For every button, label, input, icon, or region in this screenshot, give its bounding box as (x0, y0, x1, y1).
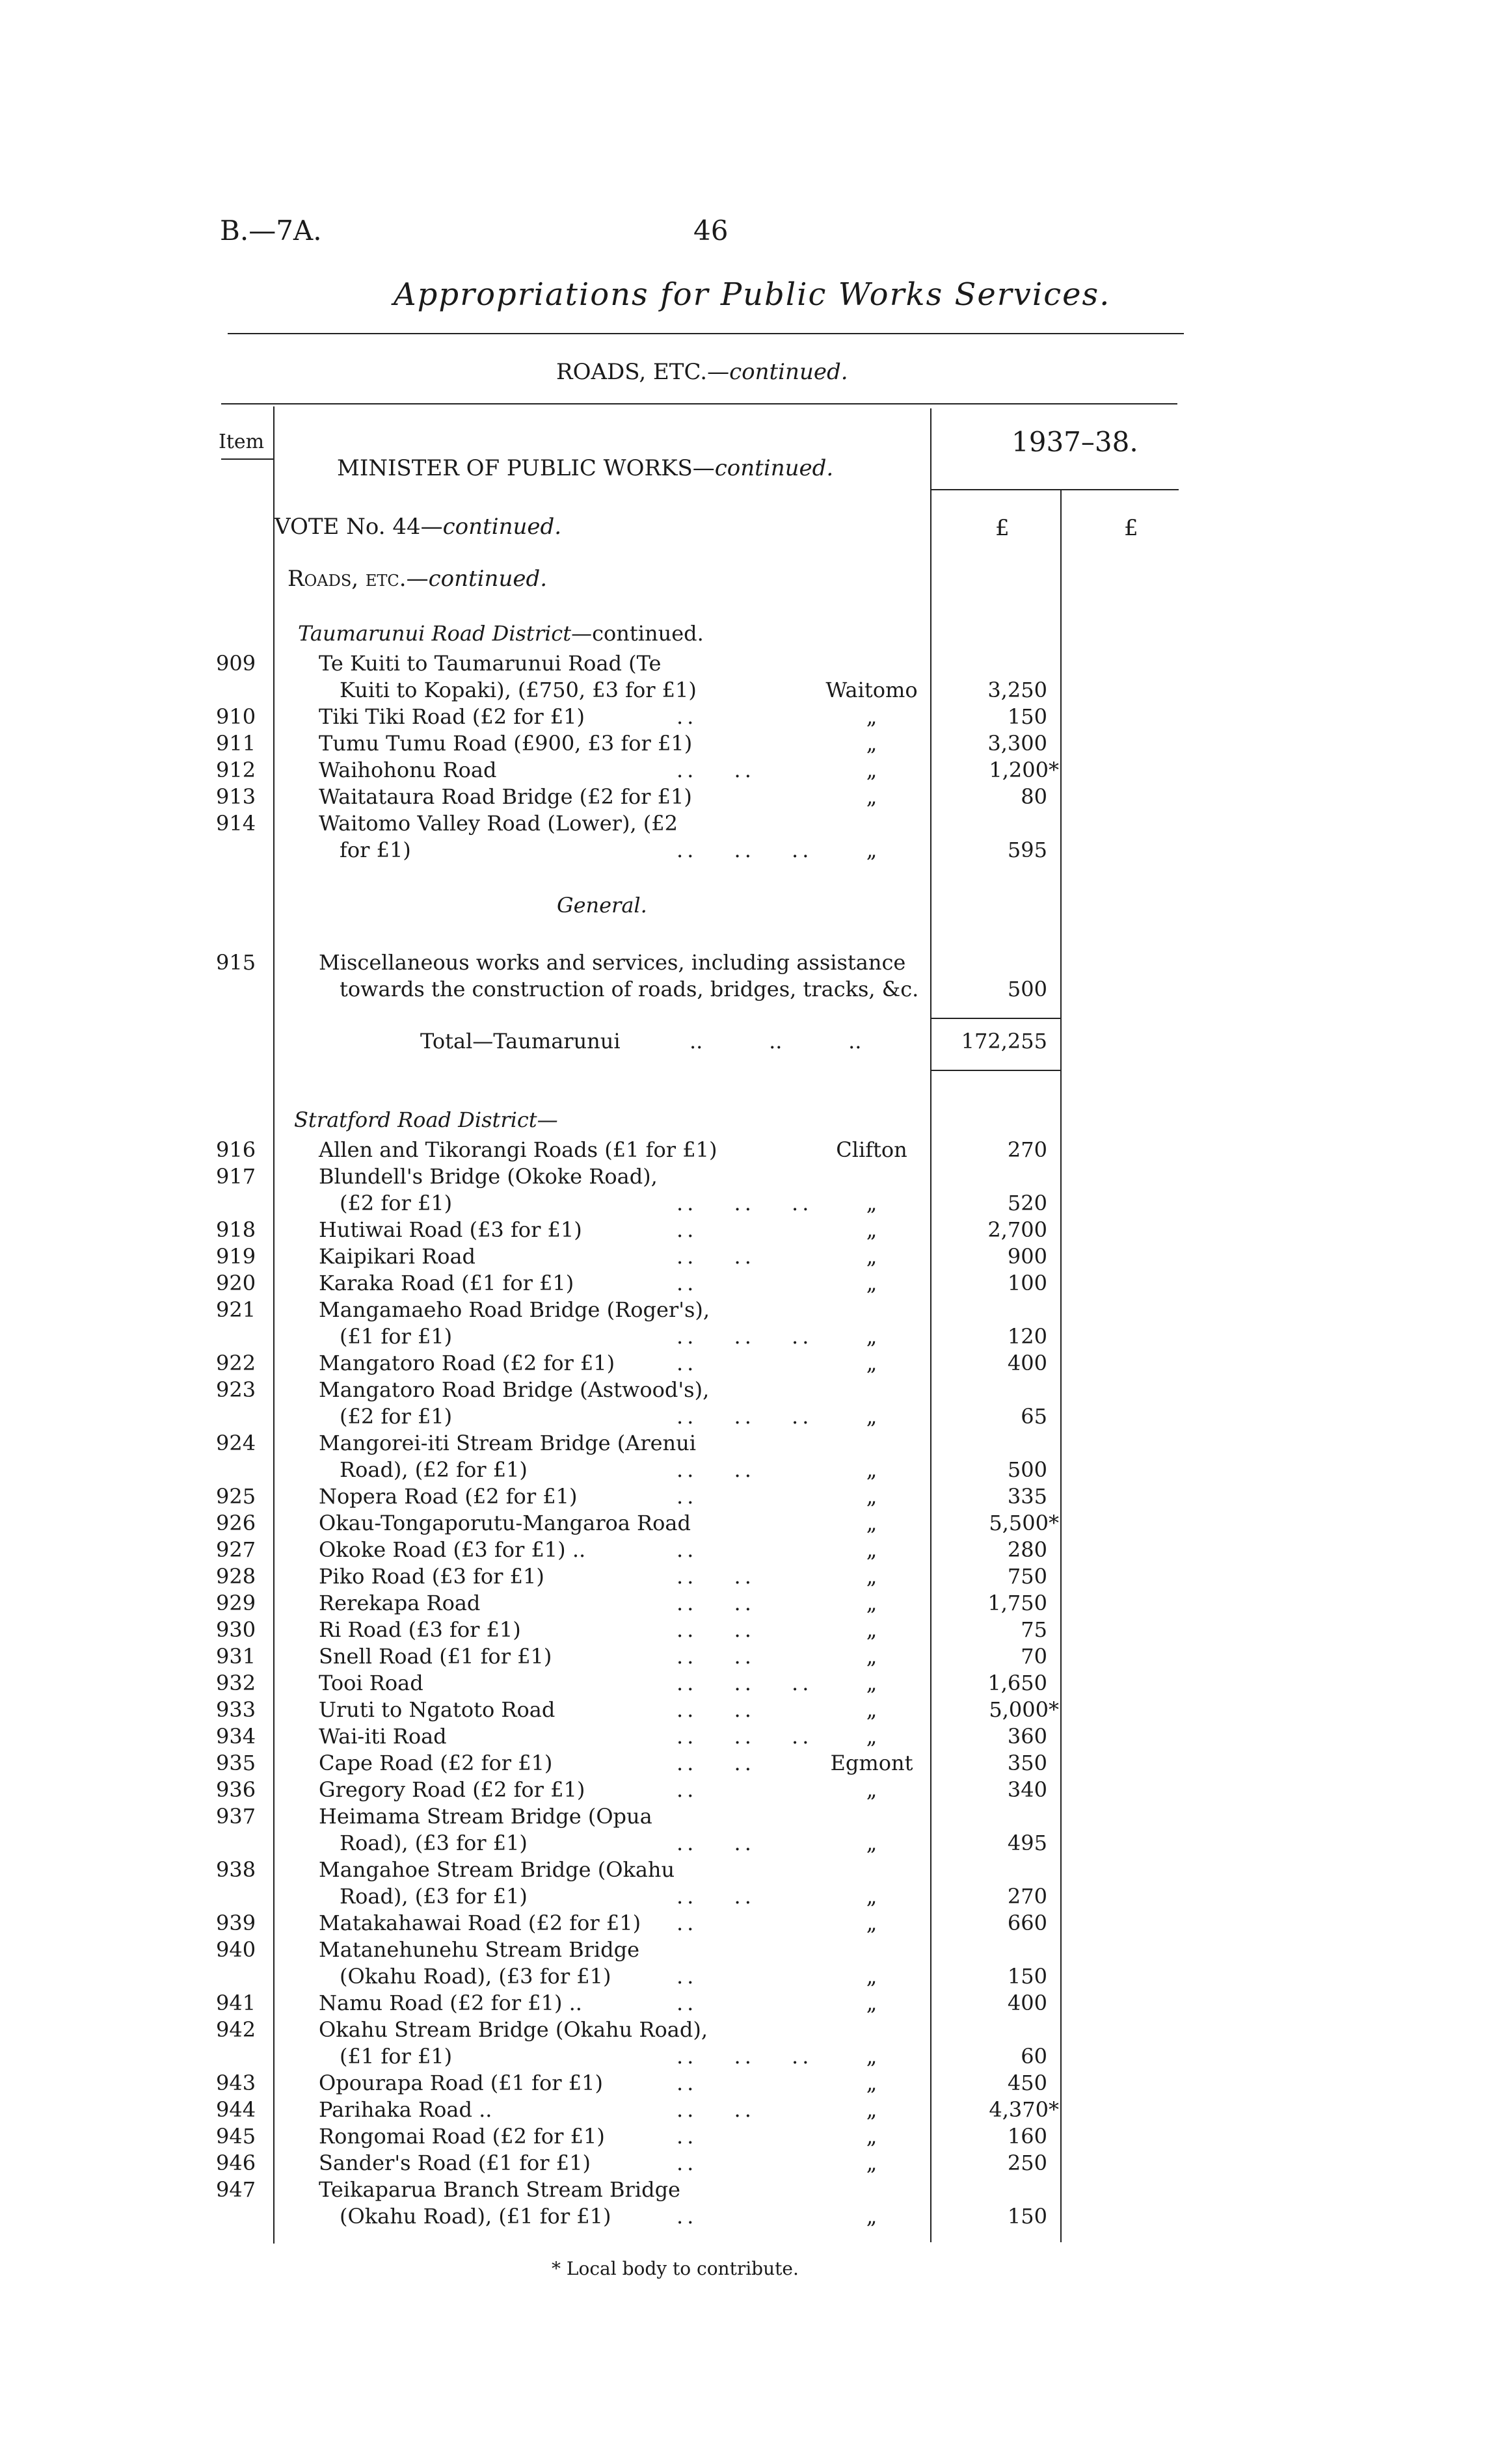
item-description: Waitataura Road Bridge (£2 for £1) (319, 784, 692, 809)
item-description: Kaipikari Road (319, 1244, 476, 1269)
item-description: Teikaparua Branch Stream Bridge (319, 2177, 680, 2202)
leader-dots: .. .. .. (677, 838, 813, 862)
table-row-continuation (0, 2203, 1487, 2230)
district-name: „ (866, 731, 877, 756)
item-number: 942 (216, 2017, 256, 2042)
page-number: 46 (693, 215, 729, 246)
table-row-continuation (0, 976, 1487, 1003)
amount-value: 750 (1007, 1564, 1047, 1589)
item-description: (£2 for £1) (340, 1191, 453, 1215)
amount-value: 65 (1021, 1404, 1047, 1429)
district-name: „ (866, 1911, 877, 1935)
vote-heading: VOTE No. 44—continued. (275, 514, 562, 540)
item-description: Piko Road (£3 for £1) (319, 1564, 544, 1589)
amount-value: 1,200* (989, 758, 1059, 782)
item-description: Nopera Road (£2 for £1) (319, 1484, 578, 1509)
item-number: 912 (216, 758, 256, 782)
item-description: Allen and Tikorangi Roads (£1 for £1) (319, 1137, 717, 1162)
item-number: 935 (216, 1751, 256, 1775)
item-description: Tiki Tiki Road (£2 for £1) (319, 704, 585, 729)
item-description: towards the construction of roads, bridges, tracks, &c. (340, 977, 919, 1001)
table-row (0, 2017, 1487, 2043)
district-name: „ (866, 1831, 877, 1855)
district-name: „ (866, 758, 877, 782)
district-name: „ (866, 838, 877, 862)
amount-value: 250 (1007, 2151, 1047, 2175)
amount-value: 3,300 (987, 731, 1047, 756)
district-name: „ (866, 2124, 877, 2149)
table-row (0, 1617, 1487, 1643)
item-description: (Okahu Road), (£3 for £1) (340, 1964, 611, 1989)
leader-dots: .. (677, 1964, 698, 1989)
leader-dots: .. .. (677, 1244, 755, 1269)
leader-dots: .. .. (677, 1884, 755, 1909)
table-row (0, 1510, 1487, 1537)
leader-dots: .. .. .. (677, 1191, 813, 1215)
district-name: „ (866, 1884, 877, 1909)
leader-dots: .. .. (677, 1831, 755, 1855)
item-number: 947 (216, 2177, 256, 2202)
district-name: „ (866, 1191, 877, 1215)
leader-dots: .. (677, 1991, 698, 2015)
item-number: 910 (216, 704, 256, 729)
district-name: „ (866, 1964, 877, 1989)
item-number: 909 (216, 651, 256, 676)
district-name: „ (866, 1591, 877, 1615)
amount-value: 60 (1021, 2044, 1047, 2069)
item-number: 940 (216, 1937, 256, 1962)
item-description: (£1 for £1) (340, 2044, 453, 2069)
leader-dots: .. .. (677, 1564, 755, 1589)
district-name: „ (866, 1351, 877, 1375)
table-row-continuation (0, 837, 1487, 864)
amount-value: 75 (1021, 1617, 1047, 1642)
district-name: „ (866, 704, 877, 729)
amount-value: 1,750 (987, 1591, 1047, 1615)
item-description: for £1) (340, 838, 411, 862)
district-name: „ (866, 1564, 877, 1589)
amount-value: 150 (1007, 2204, 1047, 2229)
amount-value: 270 (1007, 1884, 1047, 1909)
table-row (0, 1910, 1487, 1937)
item-description: Mangatoro Road (£2 for £1) (319, 1351, 615, 1375)
item-description: Gregory Road (£2 for £1) (319, 1777, 585, 1802)
item-number: 945 (216, 2124, 256, 2149)
district-name: Waitomo (825, 678, 918, 702)
amount-value: 270 (1007, 1137, 1047, 1162)
table-row (0, 2097, 1487, 2123)
item-description: (£2 for £1) (340, 1404, 453, 1429)
amount-value: 900 (1007, 1244, 1047, 1269)
leader-dots: .. .. .. (677, 1404, 813, 1429)
district-name: „ (866, 1777, 877, 1802)
table-row (0, 1777, 1487, 1803)
amount-value: 5,500* (989, 1511, 1059, 1535)
district-name: „ (866, 2044, 877, 2069)
item-number: 931 (216, 1644, 256, 1669)
item-number: 933 (216, 1697, 256, 1722)
leader-dots: .. .. (677, 1751, 755, 1775)
district-name: „ (866, 1671, 877, 1695)
amount-value: 500 (1007, 1457, 1047, 1482)
table-row (0, 784, 1487, 810)
item-description: Tooi Road (319, 1671, 423, 1695)
table-row (0, 1723, 1487, 1750)
item-description: Rongomai Road (£2 for £1) (319, 2124, 605, 2149)
table-row (0, 1803, 1487, 1830)
footnote: * Local body to contribute. (552, 2258, 799, 2279)
table-row (0, 1643, 1487, 1670)
table-row (0, 1857, 1487, 1883)
amount-value: 100 (1007, 1271, 1047, 1295)
district-name: „ (866, 1324, 877, 1349)
item-number: 943 (216, 2071, 256, 2095)
item-description: Hutiwai Road (£3 for £1) (319, 1217, 582, 1242)
item-description: Mangorei-iti Stream Bridge (Arenui (319, 1431, 696, 1455)
table-row (0, 2150, 1487, 2177)
item-number: 920 (216, 1271, 256, 1295)
item-description: (£1 for £1) (340, 1324, 453, 1349)
amount-value: 80 (1021, 784, 1047, 809)
total-amount: 172,255 (961, 1029, 1047, 1053)
title-rule (228, 333, 1184, 334)
leader-dots: .. (677, 1484, 698, 1509)
leader-dots: .. .. (677, 1591, 755, 1615)
item-number: 944 (216, 2097, 256, 2122)
item-description: Rerekapa Road (319, 1591, 481, 1615)
item-number: 925 (216, 1484, 256, 1509)
item-description: (Okahu Road), (£1 for £1) (340, 2204, 611, 2229)
table-row (0, 1163, 1487, 1190)
item-description: Road), (£3 for £1) (340, 1884, 528, 1909)
amount-value: 120 (1007, 1324, 1047, 1349)
item-description: Cape Road (£2 for £1) (319, 1751, 553, 1775)
district-name: Clifton (836, 1137, 907, 1162)
leader-dots: .. .. (677, 758, 755, 782)
amount-value: 150 (1007, 704, 1047, 729)
item-description: Road), (£3 for £1) (340, 1831, 528, 1855)
table-row (0, 949, 1487, 976)
table-row (0, 1350, 1487, 1377)
district-name: „ (866, 1644, 877, 1669)
district-name: „ (866, 1271, 877, 1295)
item-number: 916 (216, 1137, 256, 1162)
amount-value: 495 (1007, 1831, 1047, 1855)
item-description: Matakahawai Road (£2 for £1) (319, 1911, 641, 1935)
amount-value: 450 (1007, 2071, 1047, 2095)
roads-heading: Roads, etc.—continued. (288, 566, 548, 592)
item-number: 941 (216, 1991, 256, 2015)
item-description: Heimama Stream Bridge (Opua (319, 1804, 652, 1829)
leader-dots: .. (677, 2071, 698, 2095)
item-description: Mangahoe Stream Bridge (Okahu (319, 1857, 675, 1882)
district-name: „ (866, 2151, 877, 2175)
item-number: 934 (216, 1724, 256, 1749)
leader-dots: .. .. .. (677, 2044, 813, 2069)
table-row-continuation (0, 1323, 1487, 1350)
leader-dots: .. (677, 2124, 698, 2149)
district-name: „ (866, 1697, 877, 1722)
leader-dots: .. (677, 2204, 698, 2229)
table-row (0, 1297, 1487, 1323)
table-row (0, 1937, 1487, 1963)
amount-value: 1,650 (987, 1671, 1047, 1695)
table-row (0, 1697, 1487, 1723)
table-row (0, 1270, 1487, 1297)
amount-value: 595 (1007, 838, 1047, 862)
table-row (0, 757, 1487, 784)
table-row (0, 1483, 1487, 1510)
taumarunui-heading: Taumarunui Road District—continued. (298, 621, 704, 646)
district-name: „ (866, 1991, 877, 2015)
district-name: „ (866, 1244, 877, 1269)
year-header: 1937–38. (1011, 426, 1138, 458)
table-row (0, 704, 1487, 730)
item-number: 911 (216, 731, 256, 756)
leader-dots: .. .. (677, 1617, 755, 1642)
item-number: 936 (216, 1777, 256, 1802)
amount-value: 335 (1007, 1484, 1047, 1509)
minister-heading: MINISTER OF PUBLIC WORKS—continued. (337, 455, 834, 481)
table-row-continuation (0, 1190, 1487, 1217)
item-number: 932 (216, 1671, 256, 1695)
amount-value: 70 (1021, 1644, 1047, 1669)
leader-dots: .. (677, 2151, 698, 2175)
leader-dots: .. (677, 704, 698, 729)
amount-value: 360 (1007, 1724, 1047, 1749)
item-number: 927 (216, 1537, 256, 1562)
district-name: „ (866, 1724, 877, 1749)
amount-value: 660 (1007, 1911, 1047, 1935)
item-description: Ri Road (£3 for £1) (319, 1617, 521, 1642)
table-row-continuation (0, 1403, 1487, 1430)
table-row (0, 1377, 1487, 1403)
page-title: Appropriations for Public Works Services. (394, 276, 1111, 313)
item-number: 919 (216, 1244, 256, 1269)
table-row (0, 1590, 1487, 1617)
item-description: Uruti to Ngatoto Road (319, 1697, 556, 1722)
district-name: „ (866, 2071, 877, 2095)
table-row (0, 1243, 1487, 1270)
item-number: 930 (216, 1617, 256, 1642)
table-row-continuation (0, 1830, 1487, 1857)
district-name: „ (866, 1537, 877, 1562)
total-dots: .. .. .. (690, 1029, 862, 1053)
table-row-continuation (0, 1457, 1487, 1483)
leader-dots: .. .. .. (677, 1671, 813, 1695)
table-row-continuation (0, 2043, 1487, 2070)
item-description: Mangamaeho Road Bridge (Roger's), (319, 1297, 710, 1322)
item-description: Parihaka Road .. (319, 2097, 492, 2122)
year-rule (931, 489, 1179, 490)
amount-value: 4,370* (989, 2097, 1059, 2122)
item-description: Tumu Tumu Road (£900, £3 for £1) (319, 731, 693, 756)
district-name: „ (866, 1617, 877, 1642)
item-number: 937 (216, 1804, 256, 1829)
table-row (0, 2177, 1487, 2203)
table-row-continuation (0, 1963, 1487, 1990)
table-row (0, 1990, 1487, 2017)
item-number: 917 (216, 1164, 256, 1189)
table-row (0, 730, 1487, 757)
item-description: Okahu Stream Bridge (Okahu Road), (319, 2017, 708, 2042)
item-number: 946 (216, 2151, 256, 2175)
item-number: 922 (216, 1351, 256, 1375)
item-number: 924 (216, 1431, 256, 1455)
item-description: Road), (£2 for £1) (340, 1457, 528, 1482)
leader-dots: .. .. (677, 2097, 755, 2122)
leader-dots: .. (677, 1777, 698, 1802)
district-name: „ (866, 1404, 877, 1429)
district-name: „ (866, 2097, 877, 2122)
table-row (0, 2123, 1487, 2150)
amount-value: 2,700 (987, 1217, 1047, 1242)
table-row (0, 1430, 1487, 1457)
amount-value: 3,250 (987, 678, 1047, 702)
item-description: Sander's Road (£1 for £1) (319, 2151, 591, 2175)
total-rule-bottom (931, 1070, 1060, 1071)
table-row (0, 1670, 1487, 1697)
table-row (0, 1563, 1487, 1590)
pound-sign-1: £ (995, 515, 1010, 541)
district-name: „ (866, 2204, 877, 2229)
item-description: Opourapa Road (£1 for £1) (319, 2071, 603, 2095)
item-number: 926 (216, 1511, 256, 1535)
leader-dots: .. (677, 1351, 698, 1375)
amount-value: 400 (1007, 1991, 1047, 2015)
item-header-rule (221, 458, 273, 460)
amount-value: 400 (1007, 1351, 1047, 1375)
total-rule-top (931, 1018, 1060, 1019)
table-row (0, 650, 1487, 677)
total-label: Total—Taumarunui (420, 1029, 621, 1053)
table-row (0, 2070, 1487, 2097)
item-number: 939 (216, 1911, 256, 1935)
district-name: Egmont (830, 1751, 913, 1775)
item-description: Snell Road (£1 for £1) (319, 1644, 552, 1669)
leader-dots: .. (677, 1217, 698, 1242)
amount-value: 340 (1007, 1777, 1047, 1802)
leader-dots: .. .. .. (677, 1724, 813, 1749)
leader-dots: .. .. (677, 1457, 755, 1482)
table-row (0, 810, 1487, 837)
item-description: Kuiti to Kopaki), (£750, £3 for £1) (340, 678, 697, 702)
item-number: 938 (216, 1857, 256, 1882)
table-row-continuation (0, 677, 1487, 704)
district-name: „ (866, 1457, 877, 1482)
amount-value: 500 (1007, 977, 1047, 1001)
item-description: Okoke Road (£3 for £1) .. (319, 1537, 586, 1562)
table-row-continuation (0, 1883, 1487, 1910)
section-subtitle: ROADS, ETC.—continued. (556, 359, 848, 385)
item-number: 928 (216, 1564, 256, 1589)
stratford-heading: Stratford Road District— (294, 1107, 558, 1132)
district-name: „ (866, 1217, 877, 1242)
district-name: „ (866, 1511, 877, 1535)
item-description: Miscellaneous works and services, including assistance (319, 950, 906, 975)
subtitle-rule (221, 403, 1177, 404)
leader-dots: .. (677, 1271, 698, 1295)
amount-value: 5,000* (989, 1697, 1059, 1722)
item-description: Waihohonu Road (319, 758, 497, 782)
amount-value: 280 (1007, 1537, 1047, 1562)
item-number: 914 (216, 811, 256, 836)
table-row (0, 1537, 1487, 1563)
item-description: Waitomo Valley Road (Lower), (£2 (319, 811, 678, 836)
item-description: Matanehunehu Stream Bridge (319, 1937, 640, 1962)
item-number: 915 (216, 950, 256, 975)
leader-dots: .. .. (677, 1697, 755, 1722)
table-row (0, 1217, 1487, 1243)
item-column-header: Item (219, 431, 265, 453)
district-name: „ (866, 784, 877, 809)
report-code: B.—7A. (220, 215, 322, 246)
leader-dots: .. (677, 1537, 698, 1562)
leader-dots: .. .. .. (677, 1324, 813, 1349)
amount-value: 160 (1007, 2124, 1047, 2149)
item-number: 918 (216, 1217, 256, 1242)
item-description: Te Kuiti to Taumarunui Road (Te (319, 651, 662, 676)
amount-value: 150 (1007, 1964, 1047, 1989)
general-heading: General. (557, 893, 647, 918)
item-number: 923 (216, 1377, 256, 1402)
pound-sign-2: £ (1124, 515, 1138, 541)
item-number: 921 (216, 1297, 256, 1322)
amount-value: 350 (1007, 1751, 1047, 1775)
item-description: Wai-iti Road (319, 1724, 447, 1749)
item-description: Namu Road (£2 for £1) .. (319, 1991, 582, 2015)
leader-dots: .. (677, 1911, 698, 1935)
table-row (0, 1137, 1487, 1163)
item-number: 929 (216, 1591, 256, 1615)
item-number: 913 (216, 784, 256, 809)
item-description: Mangatoro Road Bridge (Astwood's), (319, 1377, 710, 1402)
district-name: „ (866, 1484, 877, 1509)
item-description: Okau-Tongaporutu-Mangaroa Road (319, 1511, 691, 1535)
amount-value: 520 (1007, 1191, 1047, 1215)
item-description: Blundell's Bridge (Okoke Road), (319, 1164, 658, 1189)
item-description: Karaka Road (£1 for £1) (319, 1271, 574, 1295)
table-row (0, 1750, 1487, 1777)
leader-dots: .. .. (677, 1644, 755, 1669)
